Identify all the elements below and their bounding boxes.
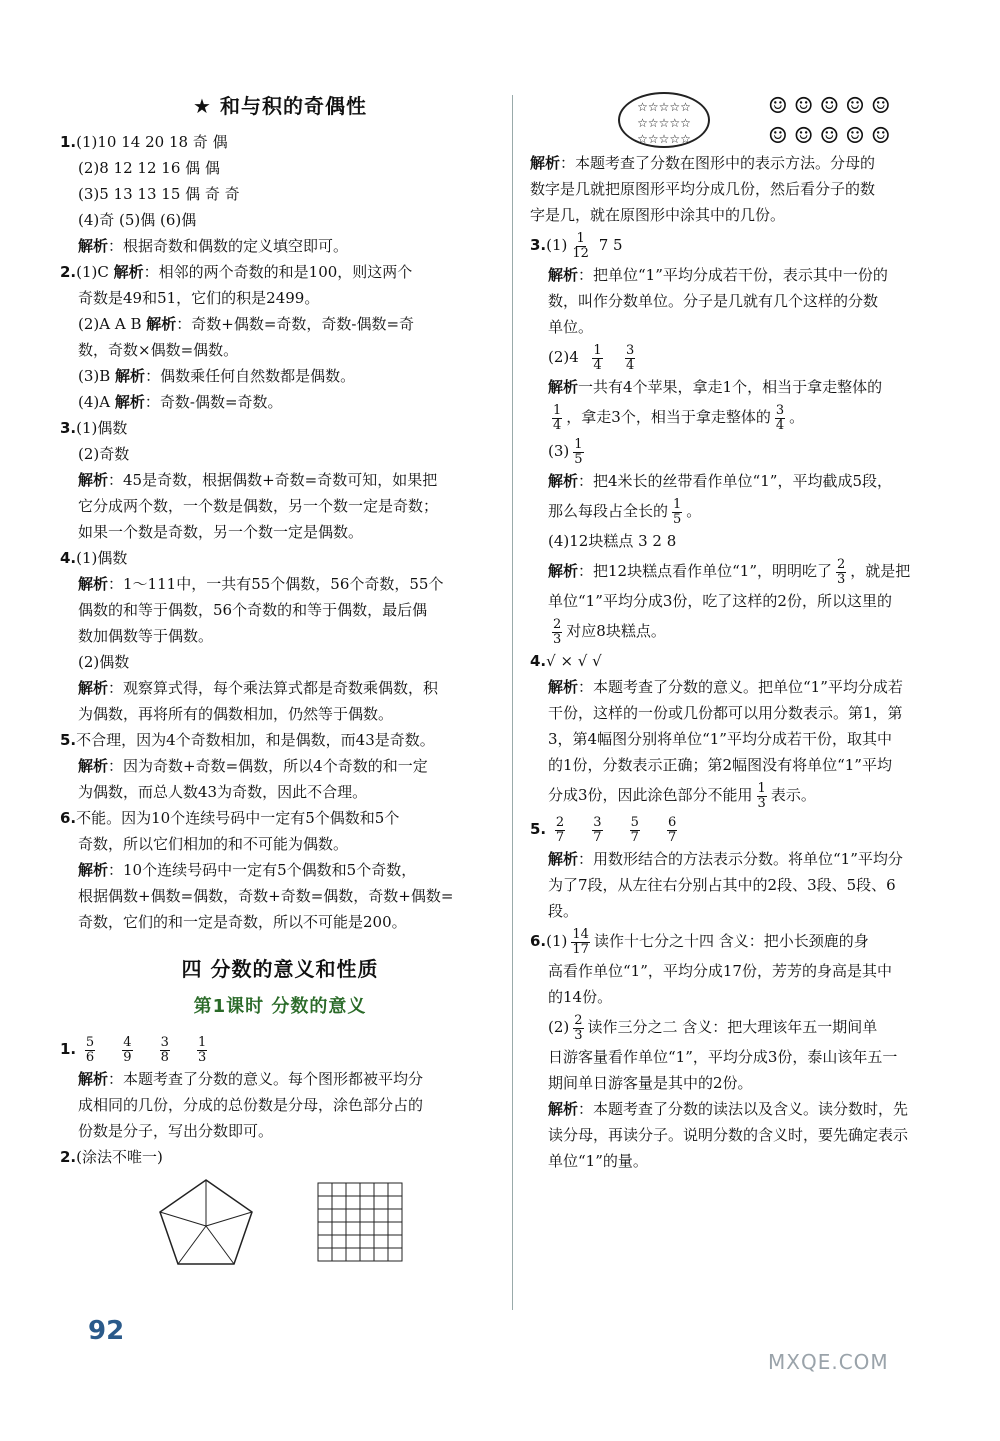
numerator: 1: [198, 1034, 207, 1050]
star-row: ☆☆☆☆☆: [637, 100, 691, 114]
r-q3-a1-pre: (1): [546, 236, 568, 254]
s2-q2-number: 2.: [60, 1148, 77, 1166]
r-q3-analysis-2b-end: 。: [789, 408, 805, 426]
numerator: 1: [553, 402, 562, 418]
jiexi-label: 解析: [78, 1070, 109, 1088]
r-q6-analysis: ：本题考查了分数的读法以及含义。读分数时，先: [578, 1100, 909, 1118]
q6-number: 6.: [60, 809, 77, 827]
q4-answer-2: (2)偶数: [78, 653, 130, 671]
denominator: 7: [668, 829, 677, 845]
numerator: 3: [625, 342, 635, 358]
jiexi-label: 解析: [530, 154, 561, 172]
q6-answer: 不能。因为10个连续号码中一定有5个偶数和5个: [76, 809, 400, 827]
q6-answer-b: 奇数，所以它们相加的和不可能为偶数。: [78, 835, 349, 853]
q1-answer-4: (4)奇 (5)偶 (6)偶: [78, 211, 197, 229]
r-q6-number: 6.: [530, 932, 547, 950]
denominator: 6: [85, 1049, 95, 1065]
s2-q2-note: (涂法不唯一): [76, 1148, 163, 1166]
denominator: 7: [555, 829, 565, 845]
denominator: 17: [572, 941, 589, 957]
q4-number: 4.: [60, 549, 77, 567]
q2-analysis-2: ：奇数+偶数=奇数，奇数-偶数=奇: [176, 315, 415, 333]
q6-analysis-c: 奇数，它们的和一定是奇数，所以不可能是200。: [78, 913, 407, 931]
s2-q1-analysis: ：本题考查了分数的意义。每个图形都被平均分: [108, 1070, 424, 1088]
fraction: [592, 816, 602, 845]
q4-analysis-1c: 数加偶数等于偶数。: [78, 627, 214, 645]
page-number: 92: [88, 1316, 125, 1346]
q4-analysis-1b: 偶数的和等于偶数，56个奇数的和等于偶数，最后偶: [78, 601, 428, 619]
q2-answer-3: (3)B: [78, 367, 116, 385]
star-oval-figure: [618, 92, 710, 148]
fraction: [160, 1036, 170, 1065]
q1-analysis: ：根据奇数和偶数的定义填空即可。: [108, 237, 349, 255]
r-q6-a1-post: 读作十七分之十四 含义：把小长颈鹿的身: [593, 932, 869, 950]
q3-answer-2: (2)奇数: [78, 445, 130, 463]
pentagon-figure: [156, 1176, 256, 1268]
jiexi-label: 解析: [78, 575, 109, 593]
jiexi-label: 解析: [548, 1100, 579, 1118]
s2-q1-analysis-c: 份数是分子，写出分数即可。: [78, 1122, 274, 1140]
q5-number: 5.: [60, 731, 77, 749]
numerator: 1: [574, 436, 583, 452]
denominator: 4: [625, 357, 635, 373]
left-column: [60, 80, 500, 1268]
denominator: 3: [757, 795, 766, 811]
jiexi-label: 解析: [78, 679, 109, 697]
grid-figure: [316, 1181, 404, 1263]
numerator: 14: [572, 926, 589, 942]
r-q3-analysis-3: ：把4米长的丝带看作单位“1”，平均截成5段，: [578, 472, 892, 490]
r-q6-a1b: 高看作单位“1”，平均分成17份，芳芳的身高是其中: [548, 962, 892, 980]
r-q3-analysis-3b-end: 。: [686, 502, 702, 520]
r-q4-analysis-b: 干份，这样的一份或几份都可以用分数表示。第1，第: [548, 704, 903, 722]
r-q3-analysis-4b: 单位“1”平均分成3份，吃了这样的2份，所以这里的: [548, 592, 892, 610]
denominator: 9: [123, 1049, 132, 1065]
jiexi-label: 解析: [548, 472, 579, 490]
jiexi-label: 解析: [548, 850, 579, 868]
fraction: [672, 498, 682, 527]
r-q5-analysis-c: 段。: [548, 902, 579, 920]
r-q4-analysis-e-end: 表示。: [770, 786, 816, 804]
jiexi-label: 解析: [146, 315, 177, 333]
q4-analysis-1: ：1～111中，一共有55个偶数，56个奇数，55个: [108, 575, 444, 593]
fraction: [555, 816, 565, 845]
fraction: [573, 1014, 583, 1043]
r-q4-analysis-c: 3，第4幅图分别将单位“1”平均分成若干份，取其中: [548, 730, 892, 748]
fraction: [757, 782, 767, 811]
denominator: 4: [593, 357, 602, 373]
q3-number: 3.: [60, 419, 77, 437]
q2-analysis-3: ：偶数乘任何自然数都是偶数。: [145, 367, 356, 385]
q2-answer-1: (1)C: [76, 263, 114, 281]
watermark-logo: MXQE.COM: [768, 1350, 889, 1374]
denominator: 3: [837, 571, 846, 587]
numerator: 1: [576, 230, 585, 246]
numerator: 3: [593, 814, 602, 830]
q5-analysis-b: 为偶数，而总人数43为奇数，因此不合理。: [78, 783, 368, 801]
r-q3-number: 3.: [530, 236, 547, 254]
r-q4-analysis: ：本题考查了分数的意义。把单位“1”平均分成若: [578, 678, 903, 696]
jiexi-label: 解析: [78, 861, 109, 879]
fraction: [552, 618, 562, 647]
q5-answer: 不合理，因为4个奇数相加，和是偶数，而43是奇数。: [76, 731, 435, 749]
r-q3-analysis-2b: ，拿走3个，相当于拿走整体的: [566, 408, 771, 426]
q2-analysis-2b: 数，奇数×偶数=偶数。: [78, 341, 239, 359]
r-q3-analysis-4-end: ，就是把: [850, 562, 911, 580]
q3-analysis-c: 如果一个数是奇数，另一个数一定是偶数。: [78, 523, 364, 541]
denominator: 3: [574, 1027, 583, 1043]
denominator: 4: [553, 417, 562, 433]
numerator: 1: [593, 342, 602, 358]
r-q6-a2b: 日游客量看作单位“1”，平均分成3份，泰山该年五一: [548, 1048, 898, 1066]
q1-answer-1: (1)10 14 20 18 奇 偶: [76, 133, 228, 151]
q6-analysis: ：10个连续号码中一定有5个偶数和5个奇数，: [108, 861, 417, 879]
numerator: 1: [673, 496, 682, 512]
denominator: 4: [775, 417, 785, 433]
fraction: [625, 344, 635, 373]
fraction: [571, 232, 590, 261]
r-q5-analysis: ：用数形结合的方法表示分数。将单位“1”平均分: [578, 850, 903, 868]
q2-analysis-1: ：相邻的两个奇数的和是100，则这两个: [143, 263, 413, 281]
jiexi-label: 解析: [113, 263, 144, 281]
r-q6-a1c: 的14份。: [548, 988, 613, 1006]
q3-analysis-b: 它分成两个数，一个数是偶数，另一个数一定是奇数；: [78, 497, 439, 515]
r-q3-analysis-1b: 数，叫作分数单位。分子是几就有几个这样的分数: [548, 292, 879, 310]
fraction: [85, 1036, 95, 1065]
r-q4-number: 4.: [530, 652, 547, 670]
q3-analysis: ：45是奇数，根据偶数+奇数=奇数可知，如果把: [108, 471, 438, 489]
denominator: 5: [574, 451, 583, 467]
denominator: 8: [160, 1049, 169, 1065]
numerator: 2: [553, 616, 562, 632]
q3-answer-1: (1)偶数: [76, 419, 128, 437]
q6-analysis-b: 根据偶数+偶数=偶数，奇数+奇数=偶数，奇数+偶数=: [78, 887, 454, 905]
smiley-row: ☺☺☺☺☺: [768, 94, 897, 119]
q1-answer-2: (2)8 12 12 16 偶 偶: [78, 159, 220, 177]
jiexi-label: 解析: [548, 378, 579, 396]
q5-analysis: ：因为奇数+奇数=偶数，所以4个奇数的和一定: [108, 757, 428, 775]
denominator: 3: [198, 1049, 207, 1065]
fraction: [592, 344, 602, 373]
jiexi-label: 解析: [548, 562, 579, 580]
numerator: 1: [757, 780, 766, 796]
q2-analysis-1b: 奇数是49和51，它们的积是2499。: [78, 289, 320, 307]
numerator: 4: [123, 1034, 132, 1050]
r-q3-a3-pre: (3): [548, 442, 570, 460]
q4-analysis-2b: 为偶数，再将所有的偶数相加，仍然等于偶数。: [78, 705, 394, 723]
numerator: 3: [160, 1034, 169, 1050]
numerator: 6: [668, 814, 677, 830]
jiexi-label: 解析: [78, 471, 109, 489]
r-q5-analysis-b: 为了7段，从左往右分别占其中的2段、3段、5段、6: [548, 876, 896, 894]
r-q3-analysis-1c: 单位。: [548, 318, 594, 336]
r-q6-a2-post: 读作三分之二 含义：把大理该年五一期间单: [587, 1018, 878, 1036]
fraction: [573, 438, 583, 467]
smiley-faces-figure: [768, 92, 897, 152]
r-q6-a1-pre: (1): [546, 932, 568, 950]
q1-answer-3: (3)5 13 13 15 偶 奇 奇: [78, 185, 240, 203]
r-q3-a4: (4)12块糕点 3 2 8: [548, 532, 677, 550]
denominator: 3: [553, 631, 562, 647]
q2-answer-4: (4)A: [78, 393, 115, 411]
r-q3-analysis-2: 一共有4个苹果，拿走1个，相当于拿走整体的: [578, 378, 883, 396]
r-analysis-1: ：本题考查了分数在图形中的表示方法。分母的: [560, 154, 876, 172]
star-row: ☆☆☆☆☆: [637, 132, 691, 146]
right-column: [530, 150, 950, 1174]
jiexi-label: 解析: [78, 237, 109, 255]
s2-q1-analysis-b: 成相同的几份，分成的总份数是分母，涂色部分占的: [78, 1096, 424, 1114]
r-q3-analysis-4c: 对应8块糕点。: [566, 622, 666, 640]
fraction: [122, 1036, 132, 1065]
jiexi-label: 解析: [115, 367, 146, 385]
jiexi-label: 解析: [548, 266, 579, 284]
q2-number: 2.: [60, 263, 77, 281]
fraction: [571, 928, 590, 957]
numerator: 5: [630, 814, 639, 830]
numerator: 5: [85, 1034, 95, 1050]
jiexi-label: 解析: [114, 393, 145, 411]
jiexi-label: 解析: [78, 757, 109, 775]
r-q3-analysis-3b: 那么每段占全长的: [548, 502, 669, 520]
s2-q1-number: 1.: [60, 1040, 77, 1058]
r-q6-a2c: 期间单日游客量是其中的2份。: [548, 1074, 753, 1092]
answer-figures: [156, 1176, 500, 1268]
q2-analysis-4: ：奇数-偶数=奇数。: [144, 393, 283, 411]
q1-number: 1.: [60, 133, 77, 151]
fraction: [630, 816, 640, 845]
section-title-parity: ★ 和与积的奇偶性: [193, 94, 367, 118]
lesson-title: 第1课时 分数的意义: [193, 996, 367, 1017]
r-q3-a2-pre: (2)4: [548, 348, 579, 366]
q4-answer-1: (1)偶数: [76, 549, 128, 567]
fraction: [836, 558, 846, 587]
denominator: 7: [630, 829, 639, 845]
smiley-row: ☺☺☺☺☺: [768, 124, 897, 149]
r-analysis-1c: 字是几，就在原图形中涂其中的几份。: [530, 206, 786, 224]
r-q4-marks: √ × √ √: [546, 652, 602, 670]
denominator: 7: [593, 829, 602, 845]
denominator: 12: [572, 245, 589, 261]
r-q6-analysis-c: 单位“1”的量。: [548, 1152, 648, 1170]
fraction: [775, 404, 785, 433]
jiexi-label: 解析: [548, 678, 579, 696]
column-divider: [512, 95, 513, 1310]
numerator: 2: [555, 814, 565, 830]
numerator: 2: [837, 556, 846, 572]
fraction: [667, 816, 677, 845]
r-q5-number: 5.: [530, 820, 547, 838]
r-q4-analysis-d: 的1份，分数表示正确；第2幅图没有将单位“1”平均: [548, 756, 892, 774]
q4-analysis-2: ：观察算式得，每个乘法算式都是奇数乘偶数，积: [108, 679, 439, 697]
r-q3-analysis-1: ：把单位“1”平均分成若干份，表示其中一份的: [578, 266, 888, 284]
r-q3-analysis-4: ：把12块糕点看作单位“1”，明明吃了: [578, 562, 832, 580]
q2-answer-2: (2)A A B: [78, 315, 147, 333]
section-title-fractions: 四 分数的意义和性质: [181, 957, 379, 981]
r-q4-analysis-e: 分成3份，因此涂色部分不能用: [548, 786, 753, 804]
r-analysis-1b: 数字是几就把原图形平均分成几份，然后看分子的数: [530, 180, 876, 198]
numerator: 3: [775, 402, 785, 418]
r-q6-a2-pre: (2): [548, 1018, 570, 1036]
numerator: 2: [574, 1012, 583, 1028]
fraction: [552, 404, 562, 433]
fraction: [197, 1036, 207, 1065]
denominator: 5: [673, 511, 682, 527]
r-q3-a1-post: 7 5: [593, 236, 623, 254]
star-row: ☆☆☆☆☆: [637, 116, 691, 130]
r-q6-analysis-b: 读分母，再读分子。说明分数的含义时，要先确定表示: [548, 1126, 909, 1144]
